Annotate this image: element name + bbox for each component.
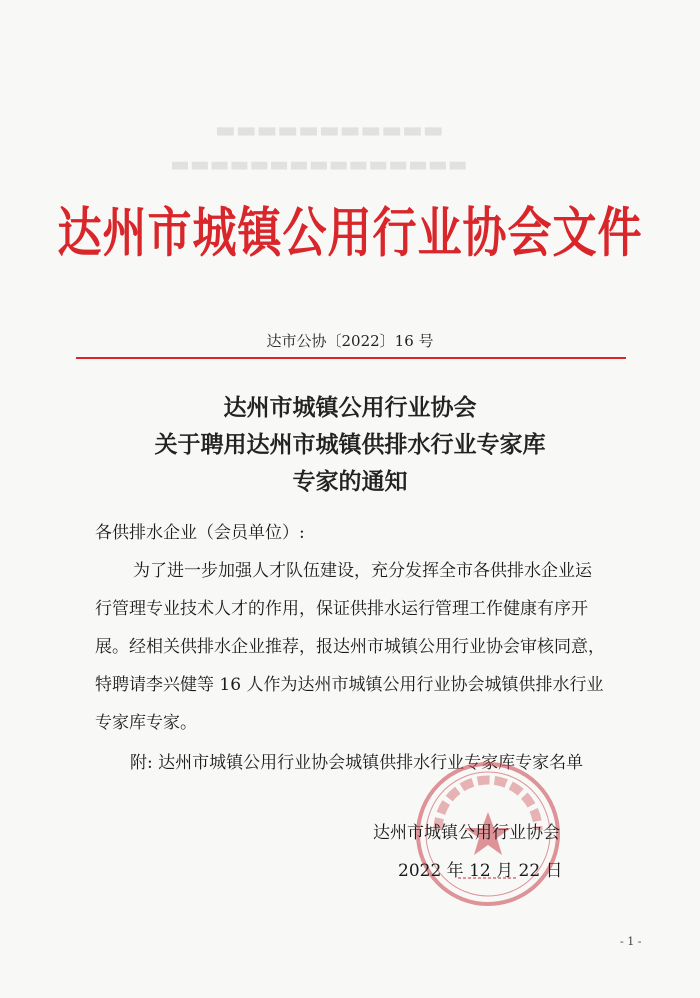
document-header-title: 达州市城镇公用行业协会文件 <box>57 202 643 265</box>
document-number: 达市公协〔2022〕16 号 <box>266 332 434 350</box>
bleed-through-mark: ▬▬▬▬▬▬▬▬▬▬▬ <box>215 118 444 143</box>
body-line: 专家库专家。 <box>95 713 197 733</box>
notice-title-line-2: 关于聘用达州市城镇供排水行业专家库 <box>154 431 546 458</box>
signing-date: 2022 年 12 月 22 日 <box>398 861 563 881</box>
bleed-through-mark: ▬▬▬▬▬▬▬▬▬▬▬▬▬▬▬ <box>170 152 468 176</box>
body-line: 为了进一步加强人才队伍建设，充分发挥全市各供排水企业运 <box>133 561 592 581</box>
recipient-line: 各供排水企业（会员单位）: <box>95 523 305 543</box>
notice-title-line-1: 达州市城镇公用行业协会 <box>223 394 477 421</box>
notice-title-line-3: 专家的通知 <box>292 468 408 495</box>
body-line: 行管理专业技术人才的作用，保证供排水运行管理工作健康有序开 <box>95 599 588 619</box>
body-line: 展。经相关供排水企业推荐，报达州市城镇公用行业协会审核同意， <box>95 637 605 657</box>
page-number: - 1 - <box>620 935 642 948</box>
signing-organization: 达州市城镇公用行业协会 <box>373 823 560 843</box>
body-line: 特聘请李兴健等 16 人作为达州市城镇公用行业协会城镇供排水行业 <box>95 675 604 695</box>
header-divider <box>76 357 626 359</box>
attachment-line: 附: 达州市城镇公用行业协会城镇供排水行业专家库专家名单 <box>130 753 584 773</box>
